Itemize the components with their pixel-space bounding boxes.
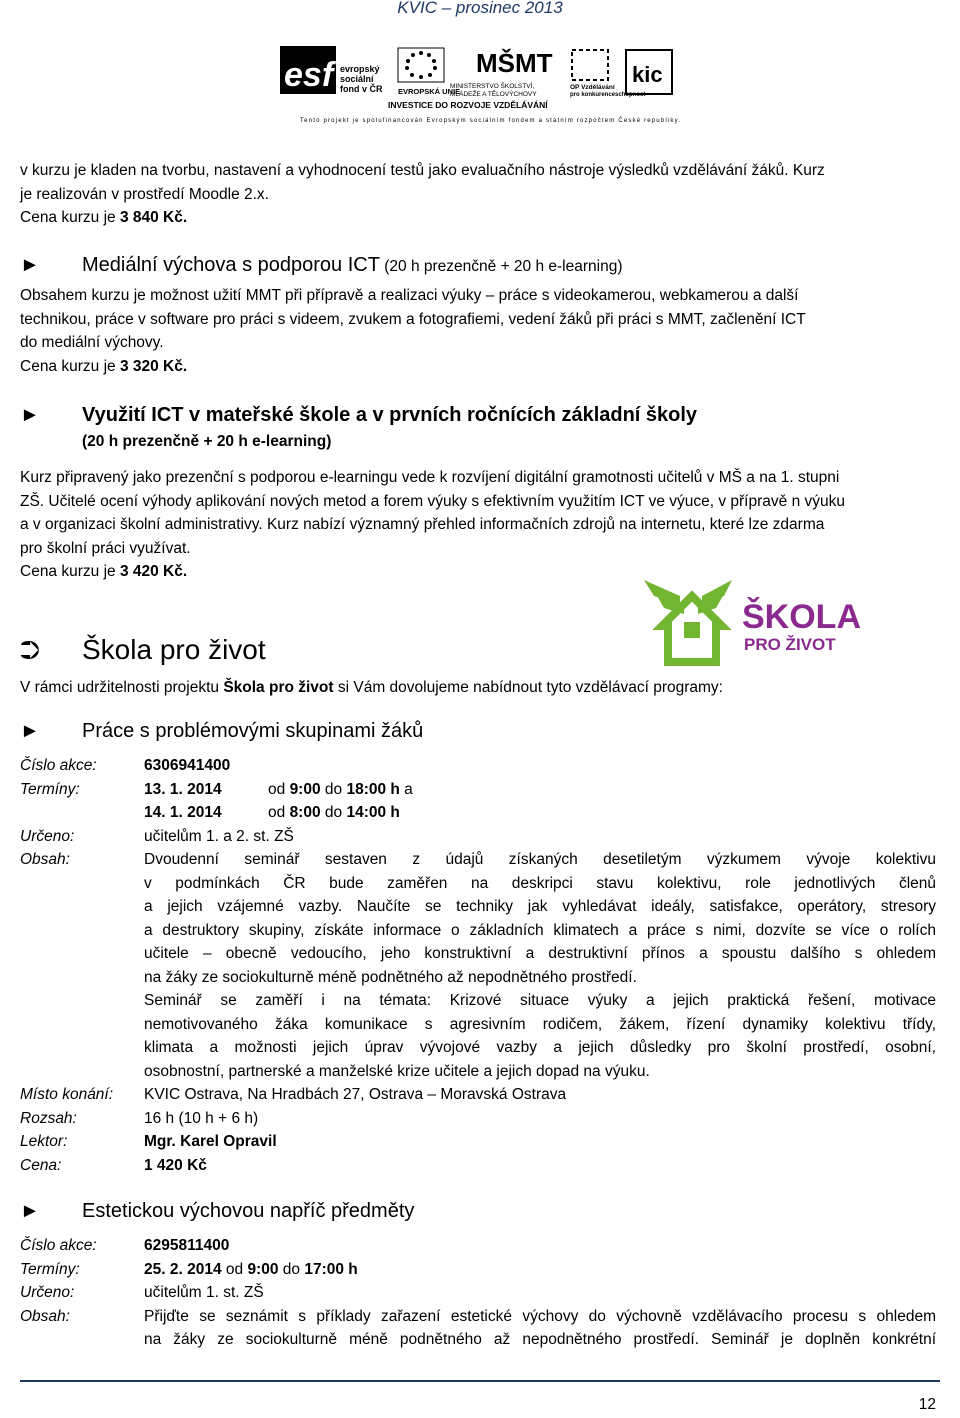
content-text xyxy=(144,848,936,1083)
dates-row: Termíny: 13. 1. 2014 od 9:00 do 18:00 h a xyxy=(20,780,413,798)
svg-text:EVROPSKÁ UNIE: EVROPSKÁ UNIE xyxy=(398,87,461,96)
event-number-row: Číslo akce: 6306941400 xyxy=(20,757,231,774)
content-line: učitele – obecně vedoucího, jeho konstruktivní a destruktivní přínos a spoustu dalšího s ohledem xyxy=(144,945,936,962)
course-desc-line: do mediální výchovy. xyxy=(20,334,164,351)
course-desc-line: pro školní práci využívat. xyxy=(20,539,191,557)
course-title: Estetickou výchovou napříč předměty xyxy=(82,1200,415,1222)
svg-text:MŠMT: MŠMT xyxy=(476,48,553,78)
content-line: klimata a možnosti jejich úprav vývojové vazby a jejich důsledky pro školní prostředí, osobní, xyxy=(144,1039,936,1056)
funding-logos-graphic xyxy=(280,42,680,128)
svg-text:PRO ŽIVOT: PRO ŽIVOT xyxy=(744,635,836,654)
lecturer-row: Lektor: Mgr. Karel Opravil xyxy=(20,1133,277,1150)
skola-intro: V rámci udržitelnosti projektu Škola pro život si Vám dovolujeme nabídnout tyto vzdělávací programy: xyxy=(20,679,723,696)
bullet-arrow-icon: ► xyxy=(20,404,40,426)
footer-rule xyxy=(20,1380,940,1382)
svg-text:esf: esf xyxy=(284,56,334,94)
intro-line-1: v kurzu je kladen na tvorbu, nastavení a vyhodnocení testů jako evaluačního nástroje výsledků vzdělávání žáků. Kurz xyxy=(20,162,825,179)
course-hours: (20 h prezenčně + 20 h e-learning) xyxy=(379,258,623,275)
bullet-arrow-icon: ► xyxy=(20,720,40,742)
course-title: Mediální výchova s podporou ICT xyxy=(82,254,380,276)
esf-logo xyxy=(280,46,383,94)
svg-text:INVESTICE DO ROZVOJE VZDĚLÁVÁN: INVESTICE DO ROZVOJE VZDĚLÁVÁNÍ xyxy=(388,100,548,110)
course-heading xyxy=(20,720,936,754)
svg-text:OP Vzdělávání: OP Vzdělávání xyxy=(570,84,615,91)
audience-row: Určeno: učitelům 1. a 2. st. ZŠ xyxy=(20,827,294,845)
svg-text:pro konkurenceschopnost: pro konkurenceschopnost xyxy=(570,92,646,98)
intro-text xyxy=(20,159,825,230)
course-ict-ms xyxy=(20,404,845,584)
content-line: a destruktory skupiny, získáte informace o základních klimatech a práce s nimi, dozvíte se více o rolích xyxy=(144,921,936,939)
bullet-arrow-icon: ► xyxy=(20,254,40,276)
course-aesthetic xyxy=(20,1200,936,1352)
dates-row: 14. 1. 2014 od 8:00 do 14:00 h xyxy=(144,804,400,821)
content-line: v podmínkách ČR bude zaměřen na deskripci stavu kolektivu, role jednotlivých členů xyxy=(144,874,936,892)
event-number-row: Číslo akce: 6295811400 xyxy=(20,1237,230,1254)
course-problem-groups xyxy=(20,720,936,1177)
venue-row: Místo konání: KVIC Ostrava, Na Hradbách 27, Ostrava – Moravská Ostrava xyxy=(20,1086,567,1103)
intro-line-2: je realizován v prostředí Moodle 2.x. xyxy=(20,185,269,203)
page-number: 12 xyxy=(918,1396,936,1413)
scope-row: Rozsah: 16 h (10 h + 6 h) xyxy=(20,1109,259,1127)
running-header: KVIC – prosinec 2013 xyxy=(397,0,563,17)
content-row: Obsah: Přijďte se seznámit s příklady zařazení estetické výchovy do výchovně vzdělávacího procesu s ohledem na žáky ze sociokulturně méně podnětného až nepodnětného prostředí. Seminář je doplněn konkrétní xyxy=(20,1305,936,1352)
price-row: Cena: 1 420 Kč xyxy=(20,1156,207,1174)
content-line: Přijďte se seznámit s příklady zařazení estetické výchovy do výchovně vzdělávacího procesu s ohledem xyxy=(144,1307,936,1325)
svg-text:MINISTERSTVO ŠKOLSTVÍ,: MINISTERSTVO ŠKOLSTVÍ, xyxy=(450,83,535,90)
course-desc-line: Obsahem kurzu je možnost užití MMT při přípravě a realizaci výuky – práce s videokamerou, webkamerou a další xyxy=(20,287,799,304)
svg-text:evropský: evropský xyxy=(340,64,380,74)
content-line: Seminář se zaměří i na témata: Krizové situace výuky a jejich praktická řešení, motivace xyxy=(144,992,936,1009)
course-desc-line: a v organizaci školní administrativy. Kurz nabízí významný přehled informačních zdrojů na internetu, které lze zdarma xyxy=(20,516,825,533)
course-title: Využití ICT v mateřské škole a v prvních ročnících základní školy xyxy=(82,404,698,426)
course-price: Cena kurzu je 3 420 Kč. xyxy=(20,563,188,580)
svg-text:MLÁDEŽE A TĚLOVÝCHOVY: MLÁDEŽE A TĚLOVÝCHOVY xyxy=(450,91,537,98)
kvic-logo xyxy=(626,50,672,94)
course-desc-line: technikou, práce v software pro práci s videem, zvukem a fotografiemi, vedení žáků při práci s MMT, začlenění ICT xyxy=(20,310,806,328)
content-line: osobnostní, partnerské a manželské krize učitele a jejich dopad na výuku. xyxy=(144,1062,650,1080)
course-title: Práce s problémovými skupinami žáků xyxy=(82,720,424,742)
course-media xyxy=(20,254,806,378)
dates-row: Termíny: 25. 2. 2014 od 9:00 do 17:00 h xyxy=(20,1260,358,1278)
redo-arrow-icon: ⮊ xyxy=(20,635,40,665)
svg-text:Tento projekt je spolufinancov: Tento projekt je spolufinancován Evropským sociálním fondem a státním rozpočtem České republiky. xyxy=(300,118,681,124)
svg-text:sociální: sociální xyxy=(340,74,374,84)
course-media-heading xyxy=(20,254,806,284)
content-line: na žáky ze sociokulturně méně podnětného až nepodnětného prostředí. xyxy=(144,968,637,986)
course-desc-line: Kurz připravený jako prezenční s podporou e-learningu vede k rozvíjení digitální gramotnosti učitelů v MŠ a na 1. stupni xyxy=(20,469,840,486)
funding-logos xyxy=(280,42,680,128)
skola-section xyxy=(20,630,723,700)
bullet-arrow-icon: ► xyxy=(20,1200,40,1222)
course-desc-line: ZŠ. Učitelé ocení výhody aplikování nových metod a forem výuky s efektivním využitím ICT ve výuce, v přípravě n výuku xyxy=(20,492,845,510)
content-line: nemotivovaného žáka komunikace s agresivním rodičem, žákem, řízení dynamiky kolektivu třídy, xyxy=(144,1015,936,1033)
msmt-logo xyxy=(450,48,553,98)
svg-text:fond v ČR: fond v ČR xyxy=(340,84,383,94)
svg-text:kic: kic xyxy=(632,62,663,87)
intro-price: Cena kurzu je 3 840 Kč. xyxy=(20,209,188,226)
skola-heading xyxy=(20,630,723,676)
content-line: Dvoudenní seminář sestaven z údajů získaných desetiletým výzkumem vývoje kolektivu xyxy=(144,851,936,868)
course-price: Cena kurzu je 3 320 Kč. xyxy=(20,357,188,375)
content-line: na žáky ze sociokulturně méně podnětného až nepodnětného prostředí. Seminář je doplněn konkrétní xyxy=(144,1331,936,1348)
svg-text:ŠKOLA: ŠKOLA xyxy=(742,598,861,636)
content-line: a jejich vzájemné vazby. Naučíte se techniky jak vyhledávat ideály, satisfakce, operátory, stresory xyxy=(144,898,936,915)
audience-row: Určeno: učitelům 1. st. ZŠ xyxy=(20,1284,264,1301)
content-row: Obsah: Dvoudenní seminář sestaven z údajů získaných desetiletým výzkumem vývoje kolektivu v podmínkách ČR bude zaměřen na deskripci stavu kolektivu, role jednotlivých členů a jejich vzájemné vazby. Naučíte se techniky jak vyhledávat ideály, satisfakce, operátory, stresory a destruktory skupiny, získáte informace o základních klimatech a práce s nimi, dozvíte se více o rolích učitele – obecně vedoucího, jeho konstruktivní a destruktivní přínos a spoustu dalšího s ohledem na žáky ze sociokulturně méně podnětného až nepodnětného prostředí. Seminář se zaměří i na témata: Krizové situace výuky a jejich praktická řešení, motivace nemotivovaného žáka komunikace s agresivním rodičem, žákem, řízení dynamiky kolektivu třídy, klimata a možnosti jejich úprav vývojové vazby a jejich důsledky pro školní prostředí, osobní, osobnostní, partnerské a manželské krize učitele a jejich dopad na výuku. xyxy=(20,848,936,1083)
course-hours: (20 h prezenčně + 20 h e-learning) xyxy=(82,433,332,450)
course-heading xyxy=(20,1200,936,1234)
course-ict-heading xyxy=(20,404,845,430)
content-text xyxy=(144,1305,936,1352)
skola-title: Škola pro život xyxy=(82,634,266,665)
